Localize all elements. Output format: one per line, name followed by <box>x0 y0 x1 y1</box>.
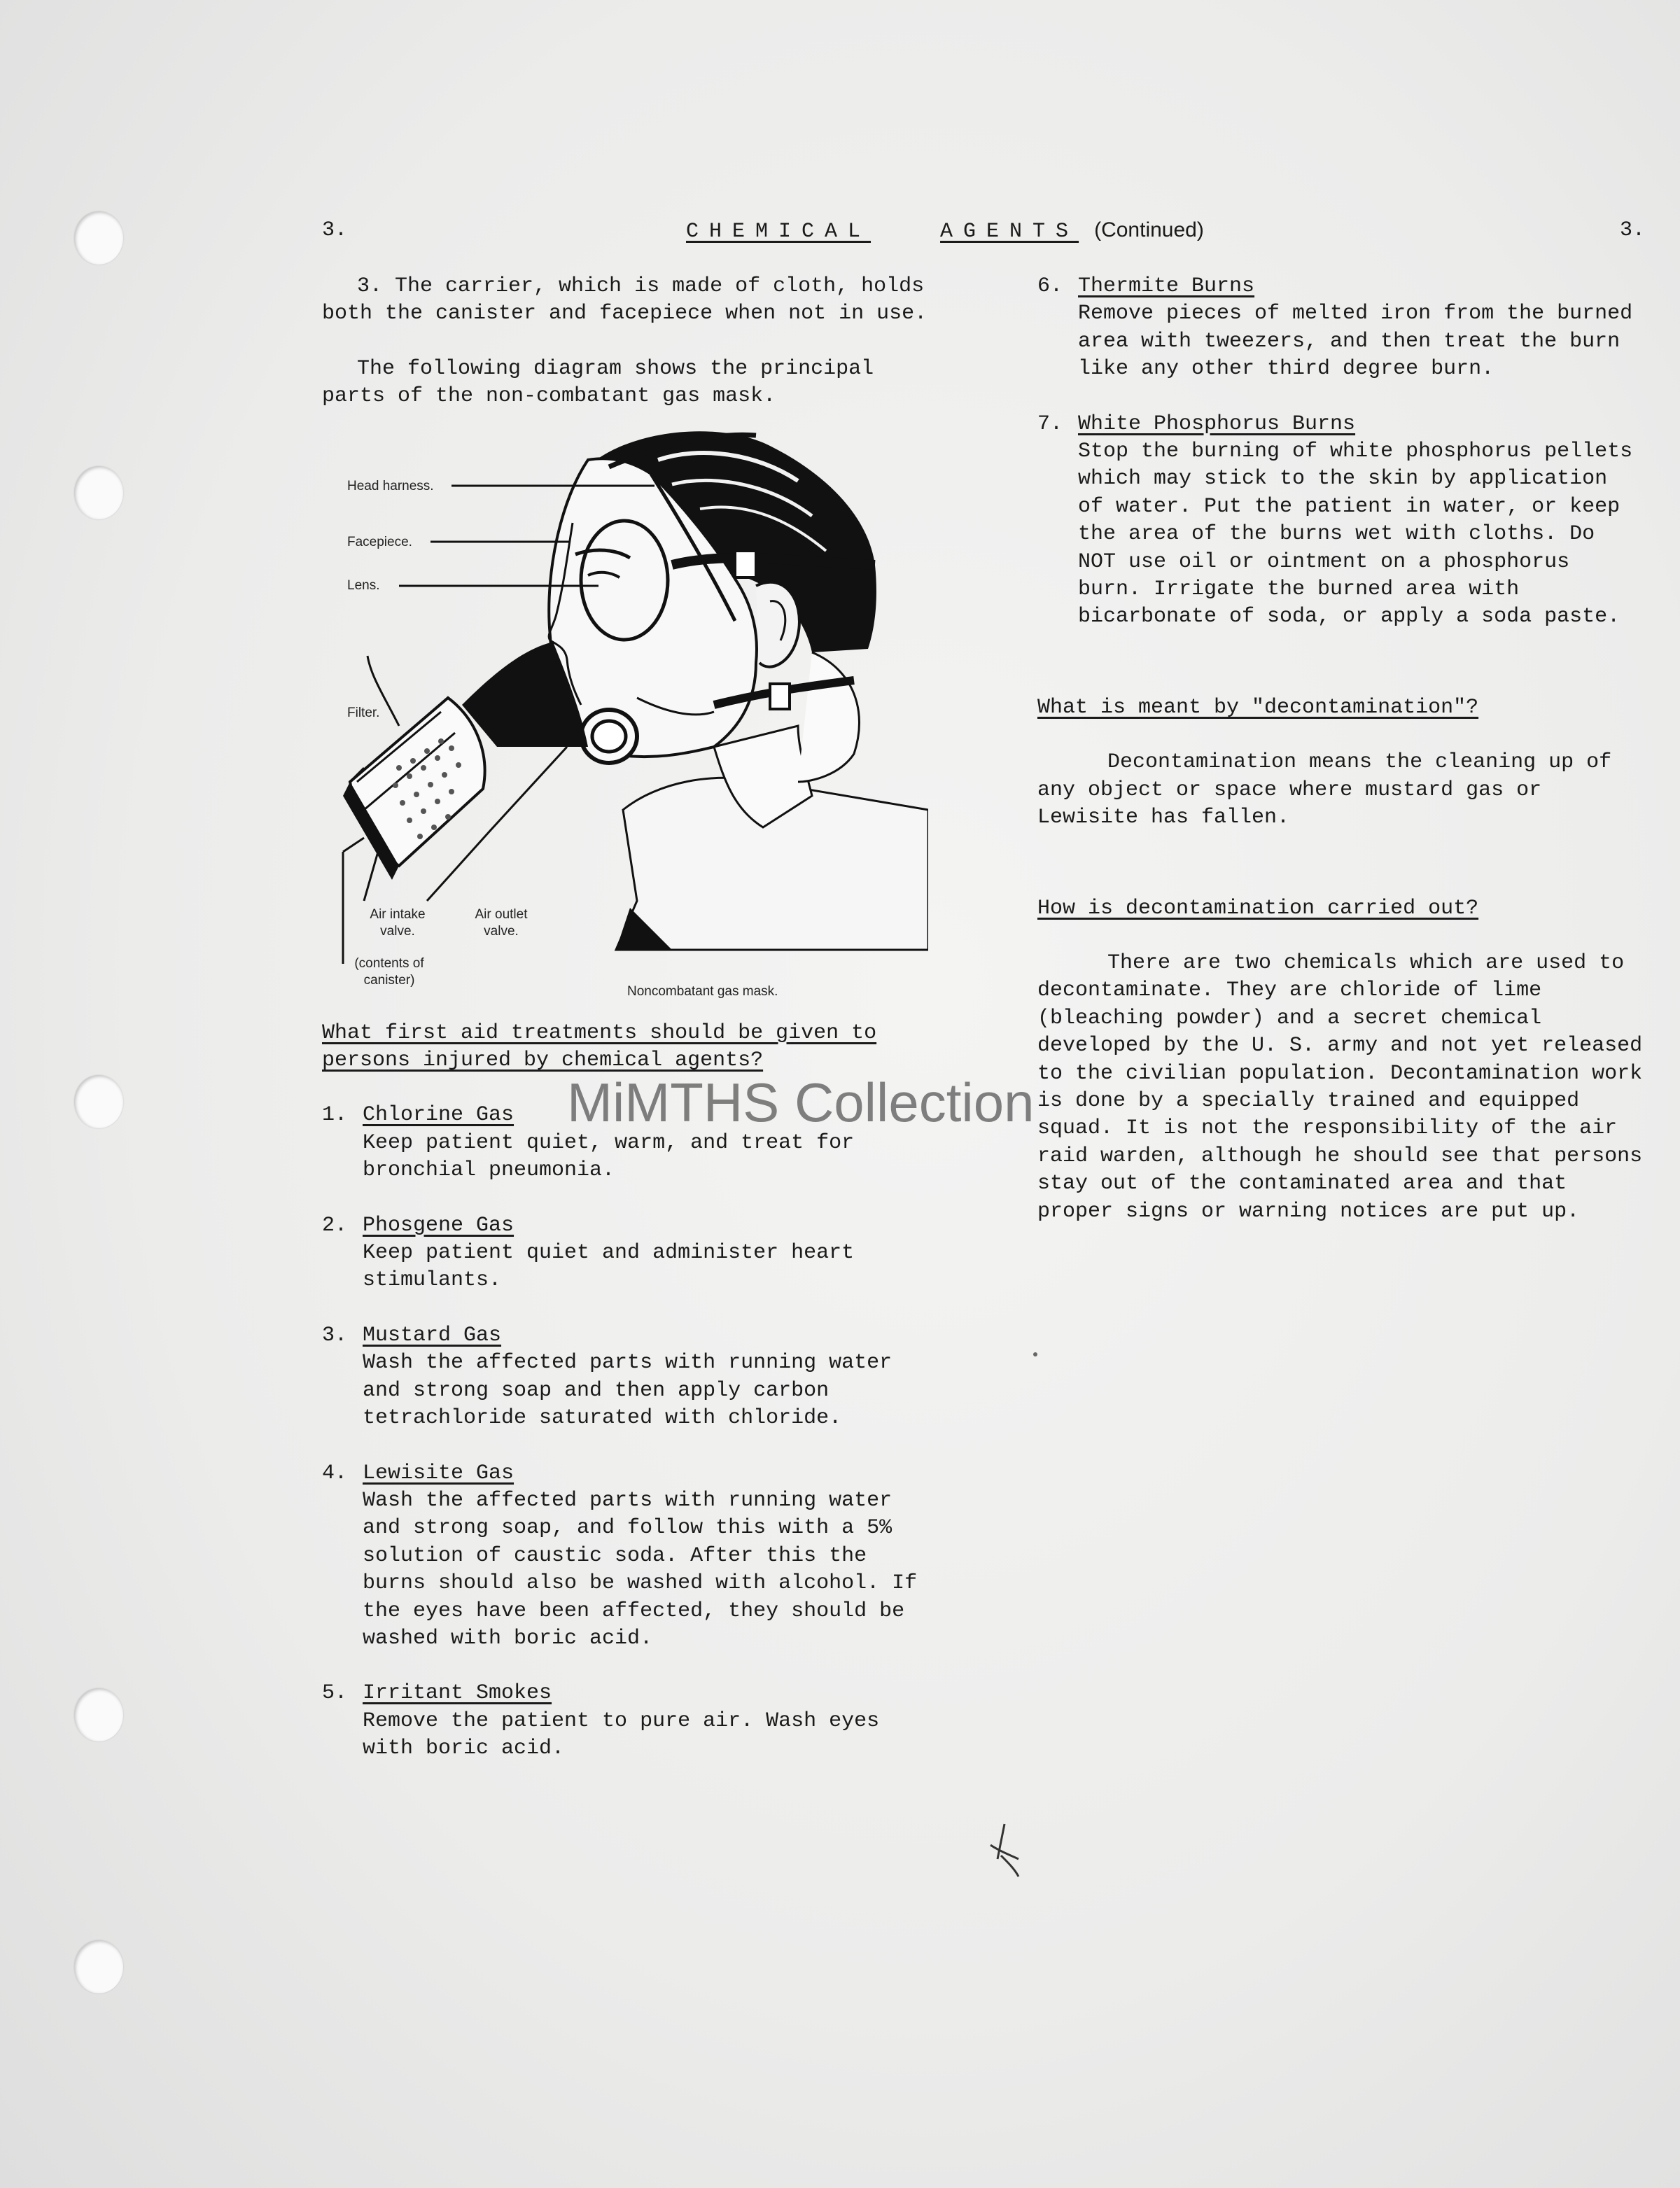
left-column <box>322 273 928 1763</box>
item-title: Chlorine Gas <box>363 1103 514 1128</box>
item-body: Keep patient quiet and administer heart stimulants. <box>363 1241 855 1293</box>
page-number-right: 3. <box>1619 218 1645 242</box>
item-number: 4. <box>322 1461 348 1485</box>
first-aid-item <box>322 1460 928 1653</box>
item-title: Phosgene Gas <box>363 1213 514 1237</box>
item-title: Thermite Burns <box>1078 274 1255 298</box>
item-body: Remove the patient to pure air. Wash eyes with boric acid. <box>363 1709 880 1761</box>
item-title: Irritant Smokes <box>363 1681 552 1706</box>
label-lens: Lens. <box>347 577 380 593</box>
watermark: MiMTHS Collection <box>567 1072 1035 1133</box>
first-aid-item <box>1037 411 1645 631</box>
item-body: Keep patient quiet, warm, and treat for bronchial pneumonia. <box>363 1130 855 1183</box>
label-filter: Filter. <box>347 705 380 720</box>
punch-hole <box>74 1940 123 1993</box>
page-title <box>686 218 1204 244</box>
label-air-outlet-valve: Air outlet valve. <box>475 906 528 939</box>
title-word-chemical: CHEMICAL <box>686 220 872 244</box>
punch-hole <box>74 466 123 519</box>
item-body: Remove pieces of melted iron from the burned area with tweezers, and then treat the burn like any other third degree burn. <box>1078 302 1633 381</box>
label-air-intake-valve: Air intake valve. <box>370 906 426 939</box>
page-number-left: 3. <box>322 218 348 242</box>
right-column <box>1037 273 1645 1226</box>
title-word-agents: AGENTS <box>940 220 1079 244</box>
label-facepiece: Facepiece. <box>347 534 412 549</box>
paper-speck <box>1033 1352 1037 1356</box>
item-number: 3. <box>322 1323 348 1347</box>
label-canister-contents: (contents of canister) <box>354 955 424 988</box>
item-body: Wash the affected parts with running water and strong soap and then apply carbon tetrachloride saturated with chloride. <box>363 1351 892 1431</box>
page-header <box>322 218 1645 246</box>
gas-mask-diagram <box>322 418 928 999</box>
gas-mask-illustration <box>322 418 928 985</box>
punch-hole <box>74 1075 123 1128</box>
first-aid-item <box>322 1680 928 1762</box>
item-body: Wash the affected parts with running water and strong soap, and follow this with a 5% solution of caustic soda. After this the burns should also be washed with alcohol. If the eyes have been affected, they should be washed with boric acid. <box>363 1488 918 1650</box>
item-title: Mustard Gas <box>363 1323 502 1347</box>
first-aid-question: What first aid treatments should be given to persons injured by chemical agents? <box>322 1021 877 1073</box>
item-body: Stop the burning of white phosphorus pellets which may stick to the skin by application of water. Put the patient in water, or keep the area of the burns wet with cloths. Do NOT use oil or ointment on a phosphorus burn. Irrigate the burned area with bicarbonate of soda, or apply a soda paste. <box>1078 440 1633 629</box>
decontamination-method-question: How is decontamination carried out? <box>1037 896 1479 920</box>
item-number: 1. <box>322 1103 348 1128</box>
decontamination-answer: Decontamination means the cleaning up of any object or space where mustard gas or Lewisite has fallen. <box>1037 750 1612 830</box>
first-aid-item <box>322 1212 928 1295</box>
item-number: 6. <box>1037 274 1063 298</box>
title-continued: (Continued) <box>1094 218 1204 241</box>
carrier-paragraph: 3. The carrier, which is made of cloth, holds both the canister and facepiece when not in use. <box>322 274 927 326</box>
diagram-caption: Noncombatant gas mask. <box>627 983 778 999</box>
item-number: 2. <box>322 1213 348 1237</box>
first-aid-item <box>322 1322 928 1433</box>
item-title: Lewisite Gas <box>363 1461 514 1485</box>
item-title: White Phosphorus Burns <box>1078 412 1356 436</box>
first-aid-item <box>1037 273 1645 384</box>
handwritten-mark <box>976 1817 1032 1880</box>
decontamination-question: What is meant by "decontamination"? <box>1037 695 1479 720</box>
item-number: 5. <box>322 1681 348 1706</box>
punch-hole <box>74 211 123 265</box>
label-head-harness: Head harness. <box>347 478 434 493</box>
item-number: 7. <box>1037 412 1063 436</box>
punch-hole <box>74 1688 123 1741</box>
diagram-intro-paragraph: The following diagram shows the principal parts of the non-combatant gas mask. <box>322 356 874 409</box>
decontamination-method-answer: There are two chemicals which are used to decontaminate. They are chloride of lime (bleaching powder) and a secret chemical developed by the U. S. army and not yet released to the civilian population. Decontamination work is done by a specially trained and equipped squad. It is not the responsibility of the air raid warden, although he should see that persons stay out of the contaminated area and that proper signs or warning notices are put up. <box>1037 951 1643 1223</box>
